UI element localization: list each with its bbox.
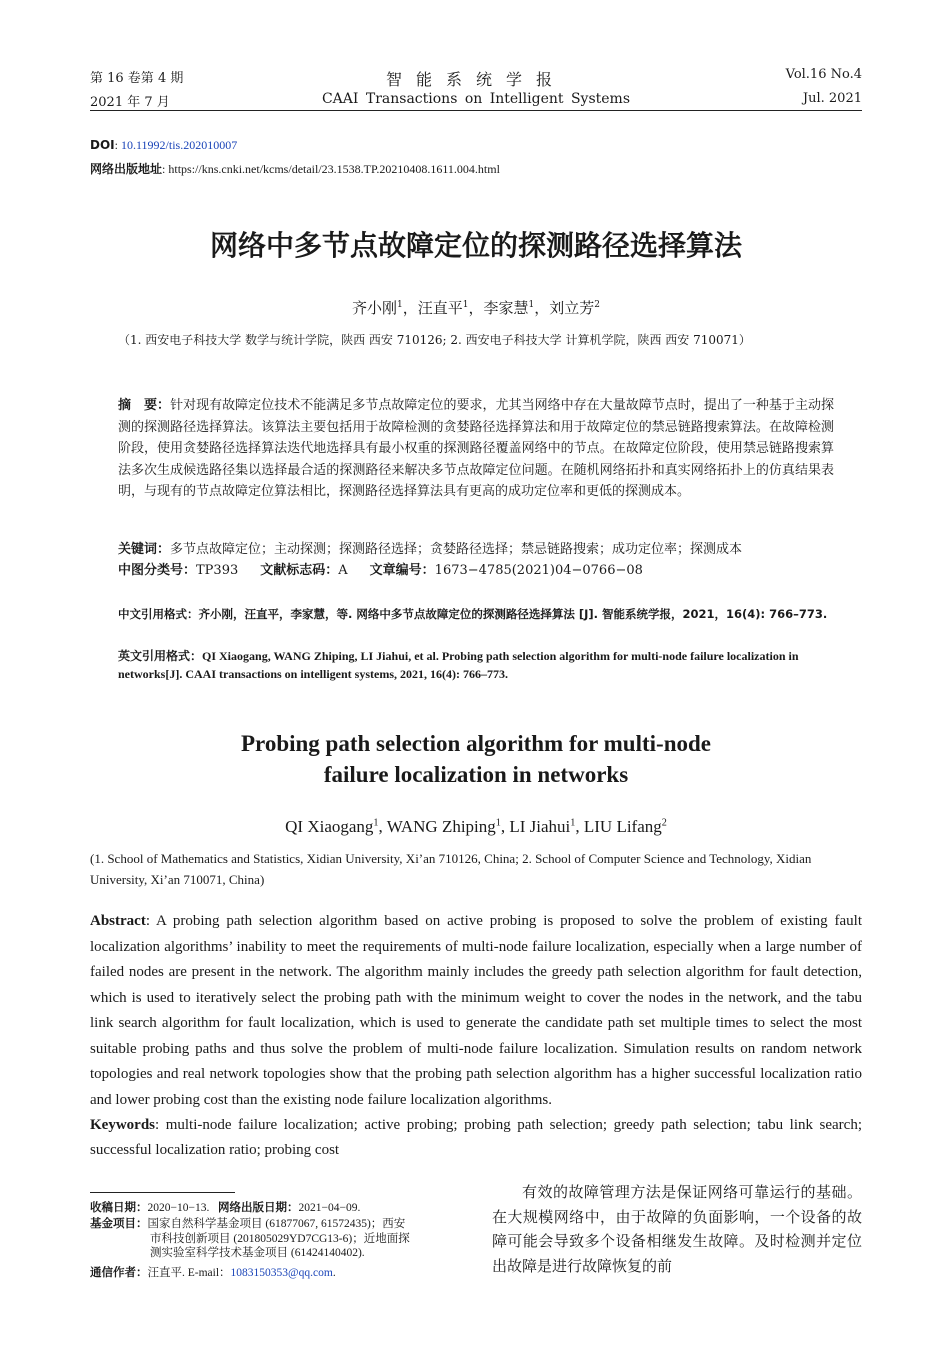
fund-line3: 测实验室科学技术基金项目 (61424140402). xyxy=(150,1247,365,1259)
author-en: LI Jiahui xyxy=(509,817,571,836)
fund-line2: 市科技创新项目 (201805029YD7CG13-6)；近地面探 xyxy=(150,1232,410,1245)
abstract-en-text: A probing path selection algorithm based on active probing is proposed to solve the problem of existing fault localization algorithms’ inability to meet the requirements of multi-node failure localization, especially when a large number of failed nodes are present in the network. The algorithm mainly includes the greedy path selection algorithm for fault detection, which is used to iteratively select the probing path with the minimum weight to cover the nodes in the network, and the tabu link search algorithm for fault localization, which is used to generate the candidate path set multiple times to select the most suitable probing paths and thus solve the problem of multi-node failure localization. Simulation results on random network topologies and real network topologies show that the probing path selection algorithm has a higher successful localization ratio and lower probing cost than the existing node failure localization algorithms. xyxy=(90,913,862,1108)
classification-line xyxy=(118,560,834,581)
paper-title-en xyxy=(0,728,952,790)
received-label: 收稿日期： xyxy=(90,1200,148,1214)
abstract-cn-label: 摘 要： xyxy=(118,398,171,413)
date-cn: 2021 年 7 月 xyxy=(90,95,170,110)
corresponding-end: . xyxy=(332,1267,336,1279)
authors-en: QI Xiaogang$^1$, WANG Zhiping$^1$, LI Jiahui$^1$, LIU Lifang$^2$ xyxy=(285,817,667,836)
online-date-value: 2021−04−09. xyxy=(298,1202,361,1214)
doi-label: DOI xyxy=(90,138,115,152)
corresponding-label: 通信作者： xyxy=(90,1265,148,1279)
footnote-dates xyxy=(90,1200,465,1216)
citation-cn xyxy=(118,605,834,623)
corresponding-name: 汪直平. E-mail： xyxy=(147,1267,231,1279)
citation-cn-text: 齐小刚，汪直平，李家慧，等. 网络中多节点故障定位的探测路径选择算法 [J]. 智能系统学报，2021，16(4): 766–773. xyxy=(198,607,828,621)
header-divider xyxy=(90,110,862,111)
corresponding-email-link[interactable]: 1083150353@qq.com xyxy=(230,1267,333,1279)
fund-line1: 国家自然科学基金项目 (61877067, 61572435)；西安 xyxy=(147,1218,406,1230)
citation-en-text: QI Xiaogang, WANG Zhiping, LI Jiahui, et al. Probing path selection algorithm for multi-node failure localization in networks[J]. CAAI transactions on intelligent systems, 2021, 16(4): 766–773. xyxy=(118,649,799,681)
doc-code-value: A xyxy=(338,563,348,578)
author-sup: 1 xyxy=(396,300,403,310)
authors-cn: 齐小刚$^1$，汪直平$^1$，李家慧$^1$，刘立芳$^2$ xyxy=(351,299,601,317)
doc-code-label: 文献标志码： xyxy=(260,563,339,578)
author-sup: 1 xyxy=(528,300,535,310)
journal-title-cn: 智能系统学报 xyxy=(385,70,566,89)
paper-title-cn: 网络中多节点故障定位的探测路径选择算法 xyxy=(209,229,742,262)
article-number-value: 1673−4785(2021)04−0766−08 xyxy=(434,563,643,578)
title-en-line1: Probing path selection algorithm for multi-node xyxy=(240,731,711,756)
clc-value: TP393 xyxy=(196,563,239,578)
author-sup: 2 xyxy=(594,300,601,310)
keywords-cn xyxy=(118,539,834,560)
fund-label: 基金项目： xyxy=(90,1216,148,1230)
author-sup: 1 xyxy=(495,817,501,829)
abstract-en: Abstract: A probing path selection algorithm based on active probing is proposed to solve the problem of existing fault localization algorithms’ inability to meet the requirements of multi-node failure localization, especially when a large number of failed nodes are present in the network. The algorithm mainly includes the greedy path selection algorithm for fault detection, which is used to iteratively select the probing path with the minimum weight to cover the nodes in the network, and the tabu link search algorithm for fault localization, which is used to generate the candidate path set multiple times to select the most suitable probing paths and thus solve the problem of multi-node failure localization. Simulation results on random network topologies and real network topologies show that the probing path selection algorithm has a higher successful localization ratio and lower probing cost than the existing node failure localization algorithms. xyxy=(90,913,862,1108)
title-en-line2: failure localization in networks xyxy=(323,762,629,787)
author-en: QI Xiaogang xyxy=(285,817,374,836)
footnote-divider xyxy=(90,1192,235,1193)
abstract-cn-text: 针对现有故障定位技术不能满足多节点故障定位的要求，尤其当网络中存在大量故障节点时，提出了一种基于主动探测的探测路径选择算法。该算法主要包括用于故障检测的贪婪路径选择算法和用于故障定位的禁忌链路搜索算法。在故障检测阶段，使用贪婪路径选择算法迭代地选择具有最小权重的探测路径覆盖网络中的节点。在故障定位阶段，使用禁忌链路搜索算法多次生成候选路径集以选择最合适的探测路径来解决多节点故障定位问题。在随机网络拓扑和真实网络拓扑上的仿真结果表明，与现有的节点故障定位算法相比，探测路径选择算法具有更高的成功定位率和更低的探测成本。 xyxy=(118,398,834,500)
abstract-cn xyxy=(118,395,834,503)
url-line: 网络出版地址: https://kns.cnki.net/kcms/detail/23.1538.TP.20210408.1611.004.html xyxy=(90,162,500,176)
running-header-top xyxy=(90,67,862,87)
keywords-en-label: Keywords xyxy=(90,1117,155,1133)
author-cn: 刘立芳 xyxy=(549,299,595,317)
date-en: Jul. 2021 xyxy=(802,91,862,106)
keywords-en-text: multi-node failure localization; active probing; probing path selection; greedy path selection; tabu link search; successful localization ratio; probing cost xyxy=(90,1117,862,1158)
author-sup: 2 xyxy=(661,817,667,829)
abstract-en-label: Abstract xyxy=(90,913,146,929)
received-value: 2020−10−13. xyxy=(147,1202,210,1214)
keywords-cn-label: 关键词： xyxy=(118,542,171,557)
doi-link[interactable]: 10.11992/tis.202010007 xyxy=(120,138,238,152)
affiliation-en: (1. School of Mathematics and Statistics, Xidian University, Xi’an 710126, China; 2. School of Computer Science and Technology, Xidian University, Xi’an 710071, China) xyxy=(90,851,812,887)
citation-cn-label: 中文引用格式： xyxy=(118,607,199,621)
author-sup: 1 xyxy=(373,817,379,829)
citation-en xyxy=(118,647,834,683)
online-date-label: 网络出版日期： xyxy=(217,1200,299,1214)
journal-title-en: CAAI Transactions on Intelligent Systems xyxy=(321,91,631,107)
author-en: LIU Lifang xyxy=(583,817,662,836)
keywords-cn-text: 多节点故障定位；主动探测；探测路径选择；贪婪路径选择；禁忌链路搜索；成功定位率；探测成本 xyxy=(170,542,743,557)
url-link[interactable]: https://kns.cnki.net/kcms/detail/23.1538.TP.20210408.1611.004.html xyxy=(168,162,500,176)
keywords-en: Keywords: multi-node failure localization; active probing; probing path selection; greedy path selection; tabu link search; successful localization ratio; probing cost xyxy=(90,1117,862,1158)
body-paragraph: 有效的故障管理方法是保证网络可靠运行的基础。在大规模网络中，由于故障的负面影响，一个设备的故障可能会导致多个设备相继发生故障。及时检测并定位出故障是进行故障恢复的前 xyxy=(492,1183,862,1275)
url-label: 网络出版地址 xyxy=(90,162,163,176)
author-sup: 1 xyxy=(570,817,576,829)
clc-label: 中图分类号： xyxy=(118,563,197,578)
article-number-label: 文章编号： xyxy=(369,563,435,578)
author-cn: 李家慧 xyxy=(483,299,529,317)
author-en: WANG Zhiping xyxy=(386,817,496,836)
body-text-column xyxy=(492,1180,862,1278)
citation-en-label: 英文引用格式： xyxy=(118,649,203,663)
author-cn: 齐小刚 xyxy=(351,299,397,317)
volume-cn: 第 16 卷第 4 期 xyxy=(90,71,184,86)
affiliation-cn: （1. 西安电子科技大学 数学与统计学院，陕西 西安 710126; 2. 西安电子科技大学 计算机学院，陕西 西安 710071） xyxy=(118,333,751,347)
author-cn: 汪直平 xyxy=(417,299,463,317)
footnote-corresponding xyxy=(90,1265,465,1281)
author-sup: 1 xyxy=(462,300,469,310)
running-header-bottom xyxy=(90,91,862,111)
volume-en: Vol.16 No.4 xyxy=(785,67,862,82)
footnote-fund xyxy=(90,1216,465,1261)
doi-line: DOI: 10.11992/tis.202010007 xyxy=(90,138,238,152)
